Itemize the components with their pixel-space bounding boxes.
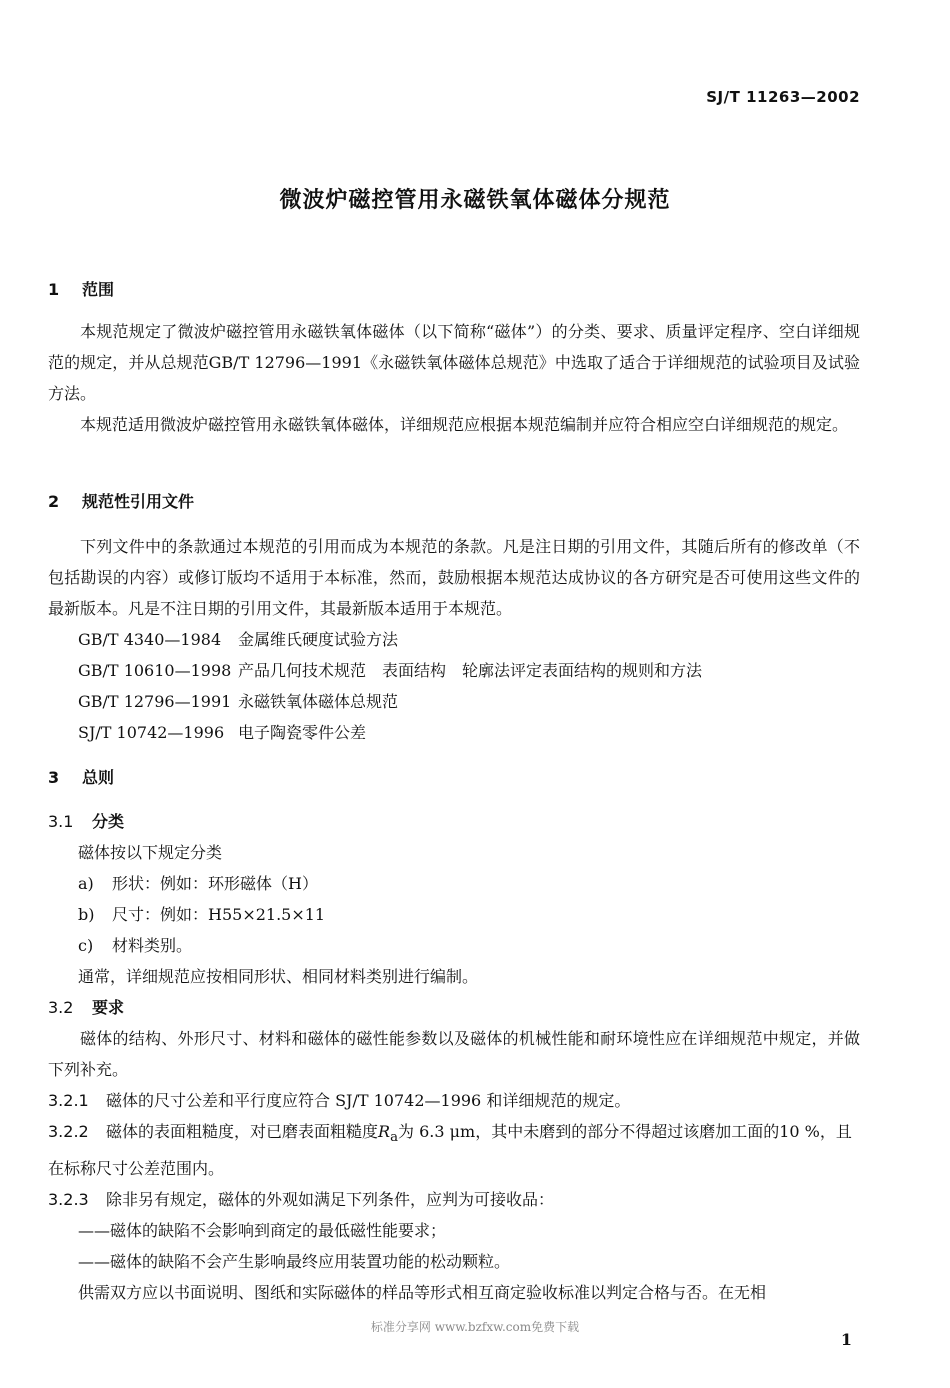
clause-number: 3.2.1 <box>48 1091 89 1110</box>
clause-3-2-3 <box>48 1184 860 1215</box>
clause-text: 磁体的尺寸公差和平行度应符合 SJ/T 10742—1996 和详细规范的规定。 <box>106 1091 631 1110</box>
reference-title: 产品几何技术规范 表面结构 轮廓法评定表面结构的规则和方法 <box>238 661 703 680</box>
section-title: 范围 <box>82 280 115 299</box>
clause-number: 3.2.2 <box>48 1122 89 1141</box>
section-title: 总则 <box>82 768 115 787</box>
subsection-number: 3.1 <box>48 812 74 831</box>
reference-row <box>48 717 860 748</box>
page-number: 1 <box>840 1330 852 1349</box>
section-3-2 <box>48 992 860 1308</box>
reference-row <box>48 624 860 655</box>
dash-item: ——磁体的缺陷不会影响到商定的最低磁性能要求； <box>78 1221 447 1241</box>
subsection-3-1-heading <box>48 806 860 837</box>
paragraph: 下列文件中的条款通过本规范的引用而成为本规范的条款。凡是注日期的引用文件，其随后所有的修改单（不包括勘误的内容）或修订版均不适用于本标准，然而，鼓励根据本规范达成协议的各方研究是否可使用这些文件的最新版本。凡是不注日期的引用文件，其最新版本适用于本规范。 <box>48 537 860 618</box>
section-3-1 <box>48 806 860 992</box>
classification-note: 通常，详细规范应按相同形状、相同材料类别进行编制。 <box>78 967 479 986</box>
reference-row <box>48 686 860 717</box>
reference-row <box>48 655 860 686</box>
paragraph: 本规范适用微波炉磁控管用永磁铁氧体磁体，详细规范应根据本规范编制并应符合相应空白详细规范的规定。 <box>80 415 849 434</box>
section-number: 2 <box>48 492 60 511</box>
reference-code: GB/T 10610—1998 <box>78 661 232 680</box>
clause-text: 除非另有规定，磁体的外观如满足下列条件，应判为可接收品： <box>106 1190 555 1210</box>
reference-title: 永磁铁氧体磁体总规范 <box>238 692 399 711</box>
paragraph: 磁体的结构、外形尺寸、材料和磁体的磁性能参数以及磁体的机械性能和耐环境性应在详细规范中规定，并做下列补充。 <box>48 1029 860 1079</box>
section-3 <box>48 762 860 793</box>
standard-code: SJ/T 11263—2002 <box>706 88 860 106</box>
footer-watermark: 标准分享网 www.bzfxw.com免费下载 <box>370 1320 580 1334</box>
reference-title: 电子陶瓷零件公差 <box>238 723 367 742</box>
clause-3-2-1 <box>48 1085 860 1116</box>
section-2 <box>48 486 860 517</box>
list-text: 材料类别。 <box>112 936 193 955</box>
list-label: c) <box>78 936 94 955</box>
list-item <box>48 930 860 961</box>
subsection-number: 3.2 <box>48 998 74 1017</box>
section-2-heading <box>48 486 860 517</box>
roughness-symbol: R <box>378 1122 391 1141</box>
clause-number: 3.2.3 <box>48 1190 89 1210</box>
list-text: 尺寸：例如：H55×21.5×11 <box>112 905 326 924</box>
clause-3-2-2 <box>48 1116 860 1184</box>
list-label: a) <box>78 874 94 893</box>
section-2-body <box>48 531 860 748</box>
list-item <box>48 868 860 899</box>
section-number: 1 <box>48 280 60 299</box>
subsection-title: 要求 <box>92 998 125 1017</box>
paragraph: 供需双方应以书面说明、图纸和实际磁体的样品等形式相互商定验收标准以判定合格与否。在无相 <box>78 1283 767 1303</box>
reference-title: 金属维氏硬度试验方法 <box>238 630 399 649</box>
paragraph: 本规范规定了微波炉磁控管用永磁铁氧体磁体（以下简称“磁体”）的分类、要求、质量评定程序、空白详细规范的规定，并从总规范GB/T 12796—1991《永磁铁氧体磁体总规范》中选取了适合于详细规范的试验项目及试验方法。 <box>48 322 860 403</box>
subsection-3-2-heading <box>48 992 860 1023</box>
list-label: b) <box>78 905 95 924</box>
clause-text: 为 6.3 μm，其中未磨到的部分不得超过该磨加工面的10 %，且在标称尺寸公差范围内。 <box>48 1122 852 1179</box>
reference-code: SJ/T 10742—1996 <box>78 723 225 742</box>
dash-item: ——磁体的缺陷不会产生影响最终应用装置功能的松动颗粒。 <box>78 1252 511 1272</box>
section-1-body <box>48 316 860 440</box>
reference-code: GB/T 4340—1984 <box>78 630 222 649</box>
section-3-heading <box>48 762 860 793</box>
reference-code: GB/T 12796—1991 <box>78 692 232 711</box>
document-title: 微波炉磁控管用永磁铁氧体磁体分规范 <box>279 188 671 213</box>
section-1-heading <box>48 274 860 305</box>
section-number: 3 <box>48 768 60 787</box>
classification-intro: 磁体按以下规定分类 <box>78 843 223 862</box>
list-text: 形状：例如：环形磁体（H） <box>112 874 318 893</box>
section-title: 规范性引用文件 <box>82 492 195 511</box>
subsection-title: 分类 <box>92 812 125 831</box>
section-1 <box>48 274 860 305</box>
roughness-subscript: a <box>390 1130 399 1146</box>
list-item <box>48 899 860 930</box>
clause-text: 磁体的表面粗糙度，对已磨表面粗糙度 <box>106 1122 379 1141</box>
